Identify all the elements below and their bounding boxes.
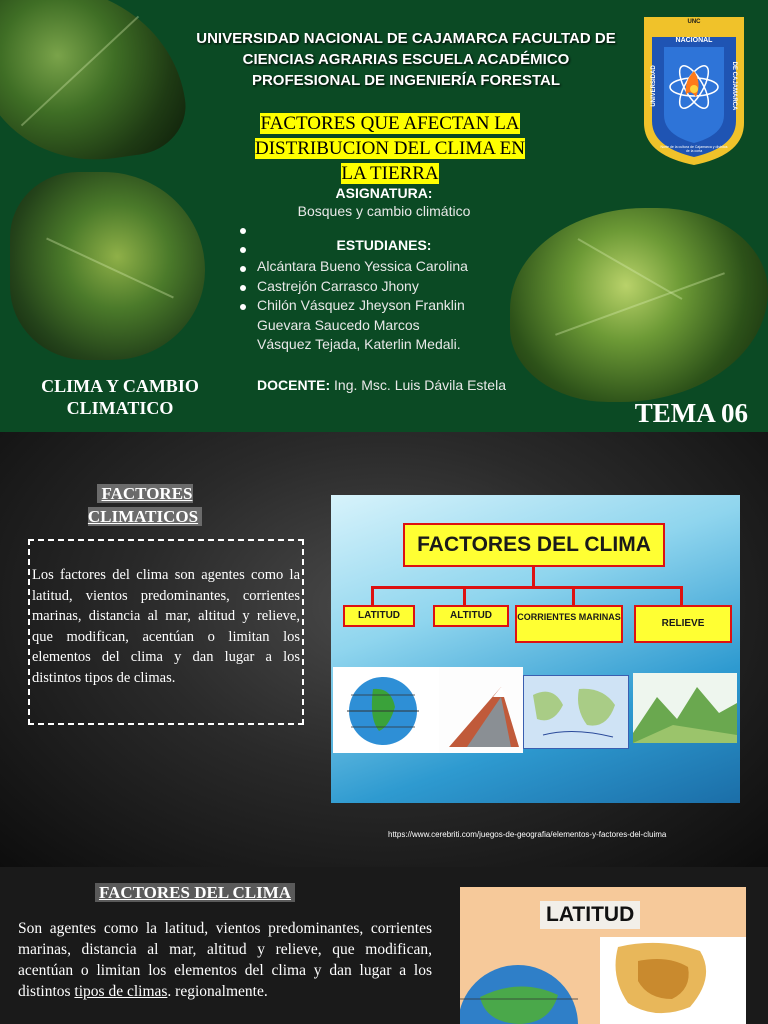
student-name: Guevara Saucedo Marcos: [257, 316, 420, 333]
factores-climaticos-title-text: FACTORES CLIMATICOS: [88, 484, 202, 526]
leaf-image-left: [10, 172, 205, 360]
seal-band-top: NACIONAL: [675, 37, 713, 44]
student-name: Chilón Vásquez Jheyson Franklin: [257, 297, 465, 314]
teacher-name: Ing. Msc. Luis Dávila Estela: [334, 377, 506, 393]
diagram-connector: [463, 586, 466, 606]
factor-box: RELIEVE: [634, 605, 732, 643]
source-link[interactable]: https://www.cerebriti.com/juegos-de-geografia/elementos-y-factores-del-cluima: [388, 830, 667, 839]
factores-del-clima-title: [80, 883, 310, 903]
relief-landscape-icon: [633, 673, 737, 743]
seal-band-left: UNIVERSIDAD: [651, 65, 657, 107]
factores-climaticos-title: [70, 482, 220, 528]
presentation-title-text: FACTORES QUE AFECTAN LA DISTRIBUCION DEL CLIMA EN LA TIERRA: [254, 113, 526, 184]
presentation-title: [240, 111, 540, 186]
diagram-connector: [371, 586, 683, 589]
seal-band-right: DE CAJAMARCA: [731, 61, 737, 111]
ocean-currents-map-icon: [523, 675, 629, 749]
latitud-image-title: LATITUD: [540, 901, 640, 929]
student-name: Vásquez Tejada, Katerlin Medali.: [257, 336, 461, 353]
diagram-connector: [532, 567, 535, 587]
teacher-line: [257, 377, 506, 393]
seal-top-text: UNC: [687, 19, 701, 25]
globe-latitude-icon: [333, 667, 439, 753]
course-title: CLIMA Y CAMBIO CLIMATICO: [41, 376, 199, 418]
diagram-connector: [371, 586, 374, 606]
university-name: UNIVERSIDAD NACIONAL DE CAJAMARCA FACULTAD DE CIENCIAS AGRARIAS ESCUELA ACADÉMICO PROFESIONAL DE INGENIERÍA FORESTAL: [196, 30, 616, 89]
students-label: ESTUDIANES:: [336, 237, 432, 253]
bullet-markers: [240, 228, 246, 323]
factores-del-clima-title-text: FACTORES DEL CLIMA: [95, 883, 295, 902]
bullet-icon: [240, 285, 246, 291]
diagram-connector: [680, 586, 683, 606]
leaf-image-right: [510, 208, 768, 402]
teacher-label: DOCENTE:: [257, 377, 331, 393]
subject-label: ASIGNATURA:: [335, 185, 433, 201]
paragraph-text: Son agentes como la latitud, vientos predominantes, corrientes marinas, distancia al mar, altitud y relieve, que modifican, acentúan o limitan los elementos del clima y dan lugar a los distintos: [18, 920, 432, 1000]
diagram-connector: [572, 586, 575, 606]
leaf-image-top-left: [0, 0, 192, 175]
bullet-icon: [240, 266, 246, 272]
bullet-icon: [240, 304, 246, 310]
latitud-image: [460, 887, 746, 1024]
mountain-altitude-icon: [439, 667, 523, 753]
student-name: Castrejón Carrasco Jhony: [257, 277, 419, 294]
factor-box: CORRIENTES MARINAS: [515, 605, 623, 643]
factor-box: ALTITUD: [433, 605, 509, 627]
students-list: [257, 257, 468, 355]
tipos-de-climas-link[interactable]: tipos de climas: [74, 983, 168, 1000]
seal-motto: Norte de la cultura de Cajamarca y distritos de la corta: [660, 145, 728, 153]
diagram-title: FACTORES DEL CLIMA: [403, 523, 665, 567]
university-seal: [640, 15, 748, 165]
factores-diagram: [331, 495, 740, 803]
paragraph-text-end: . regionalmente.: [167, 983, 268, 1000]
subject-name: Bosques y cambio climático: [297, 203, 471, 219]
factores-del-clima-text: [18, 918, 432, 1002]
definition-text: Los factores del clima son agentes como la latitud, vientos predominantes, corrientes marinas, distancia al mar, altitud y relieve, que modifican, acentúan o limitan los elementos del clima y dan lugar a los distintos tipos de climas.: [32, 567, 300, 686]
topic-number: TEMA 06: [634, 398, 748, 428]
latitud-map-icon: [460, 937, 746, 1024]
cover-slide: [0, 0, 768, 432]
student-name: Alcántara Bueno Yessica Carolina: [257, 258, 468, 274]
bullet-icon: [240, 228, 246, 234]
bullet-icon: [240, 247, 246, 253]
factor-box: LATITUD: [343, 605, 415, 627]
